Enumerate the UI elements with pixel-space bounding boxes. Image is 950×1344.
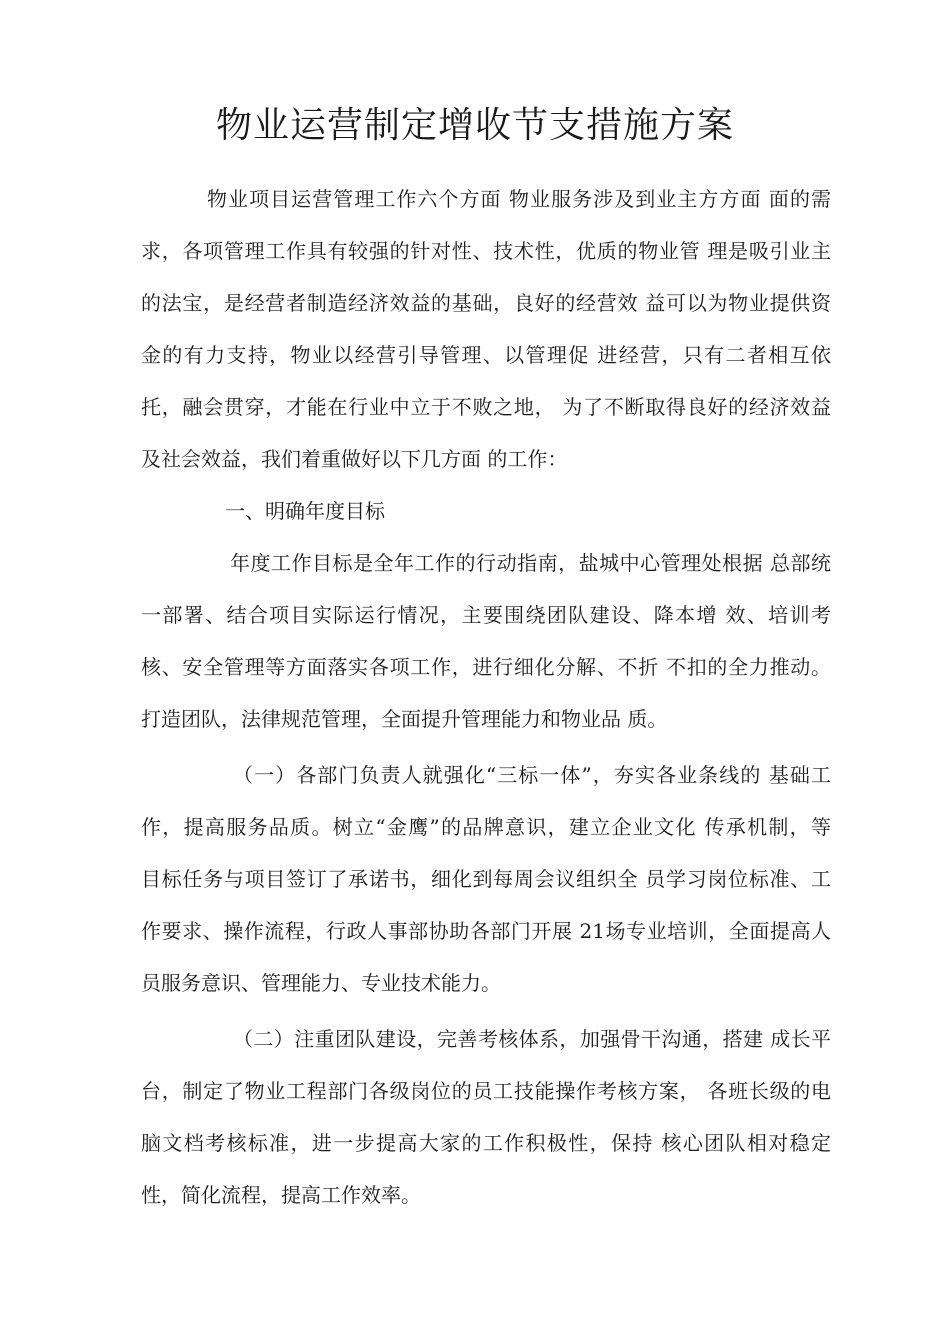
section-heading-1: 一、明确年度目标 <box>225 499 385 523</box>
subsection-line-2: （二）注重团队建设，完善考核体系，加强骨干沟通，搭建 成长平 <box>233 1027 831 1051</box>
body-line-7: 年度工作目标是全年工作的行动指南，盐城中心管理处根据 总部统 <box>230 551 831 575</box>
body-line-15: 台，制定了物业工程部门各级岗位的员工技能操作考核方案， 各班长级的电 <box>141 1079 831 1103</box>
body-line-4: 金的有力支持，物业以经营引导管理、以管理促 进经营，只有二者相互依 <box>141 343 831 367</box>
subsection-line-1: （一）各部门负责人就强化“三标一体”，夯实各业条线的 基础工 <box>233 763 831 787</box>
page-title: 物业运营制定增收节支措施方案 <box>215 105 734 146</box>
body-line-5: 托，融会贯穿，才能在行业中立于不败之地， 为了不断取得良好的经济效益 <box>141 395 831 419</box>
body-line-14: 员服务意识、管理能力、专业技术能力。 <box>141 971 501 995</box>
body-line-10: 打造团队，法律规范管理，全面提升管理能力和物业品 质。 <box>141 707 668 731</box>
body-line-6: 及社会效益，我们着重做好以下几方面 的工作： <box>141 447 568 471</box>
body-line-3: 的法宝，是经营者制造经济效益的基础，良好的经营效 益可以为物业提供资 <box>141 291 831 315</box>
body-line-9: 核、安全管理等方面落实各项工作，进行细化分解、不折 不扣的全力推动。 <box>141 655 831 679</box>
body-line-17: 性，简化流程，提高工作效率。 <box>141 1183 421 1207</box>
body-line-1: 物业项目运营管理工作六个方面 物业服务涉及到业主方方面 面的需 <box>207 187 831 211</box>
body-line-16: 脑文档考核标准，进一步提高大家的工作积极性，保持 核心团队相对稳定 <box>141 1131 831 1155</box>
body-line-13: 作要求、操作流程，行政人事部协助各部门开展 21场专业培训，全面提高人 <box>141 919 831 943</box>
body-line-12: 目标任务与项目签订了承诺书，细化到每周会议组织全 员学习岗位标准、工 <box>141 867 831 891</box>
body-line-8: 一部署、结合项目实际运行情况，主要围绕团队建设、降本增 效、培训考 <box>141 603 831 627</box>
body-line-11: 作，提高服务品质。树立“金鹰”的品牌意识，建立企业文化 传承机制，等 <box>141 815 831 839</box>
body-line-2: 求，各项管理工作具有较强的针对性、技术性，优质的物业管 理是吸引业主 <box>141 239 831 263</box>
